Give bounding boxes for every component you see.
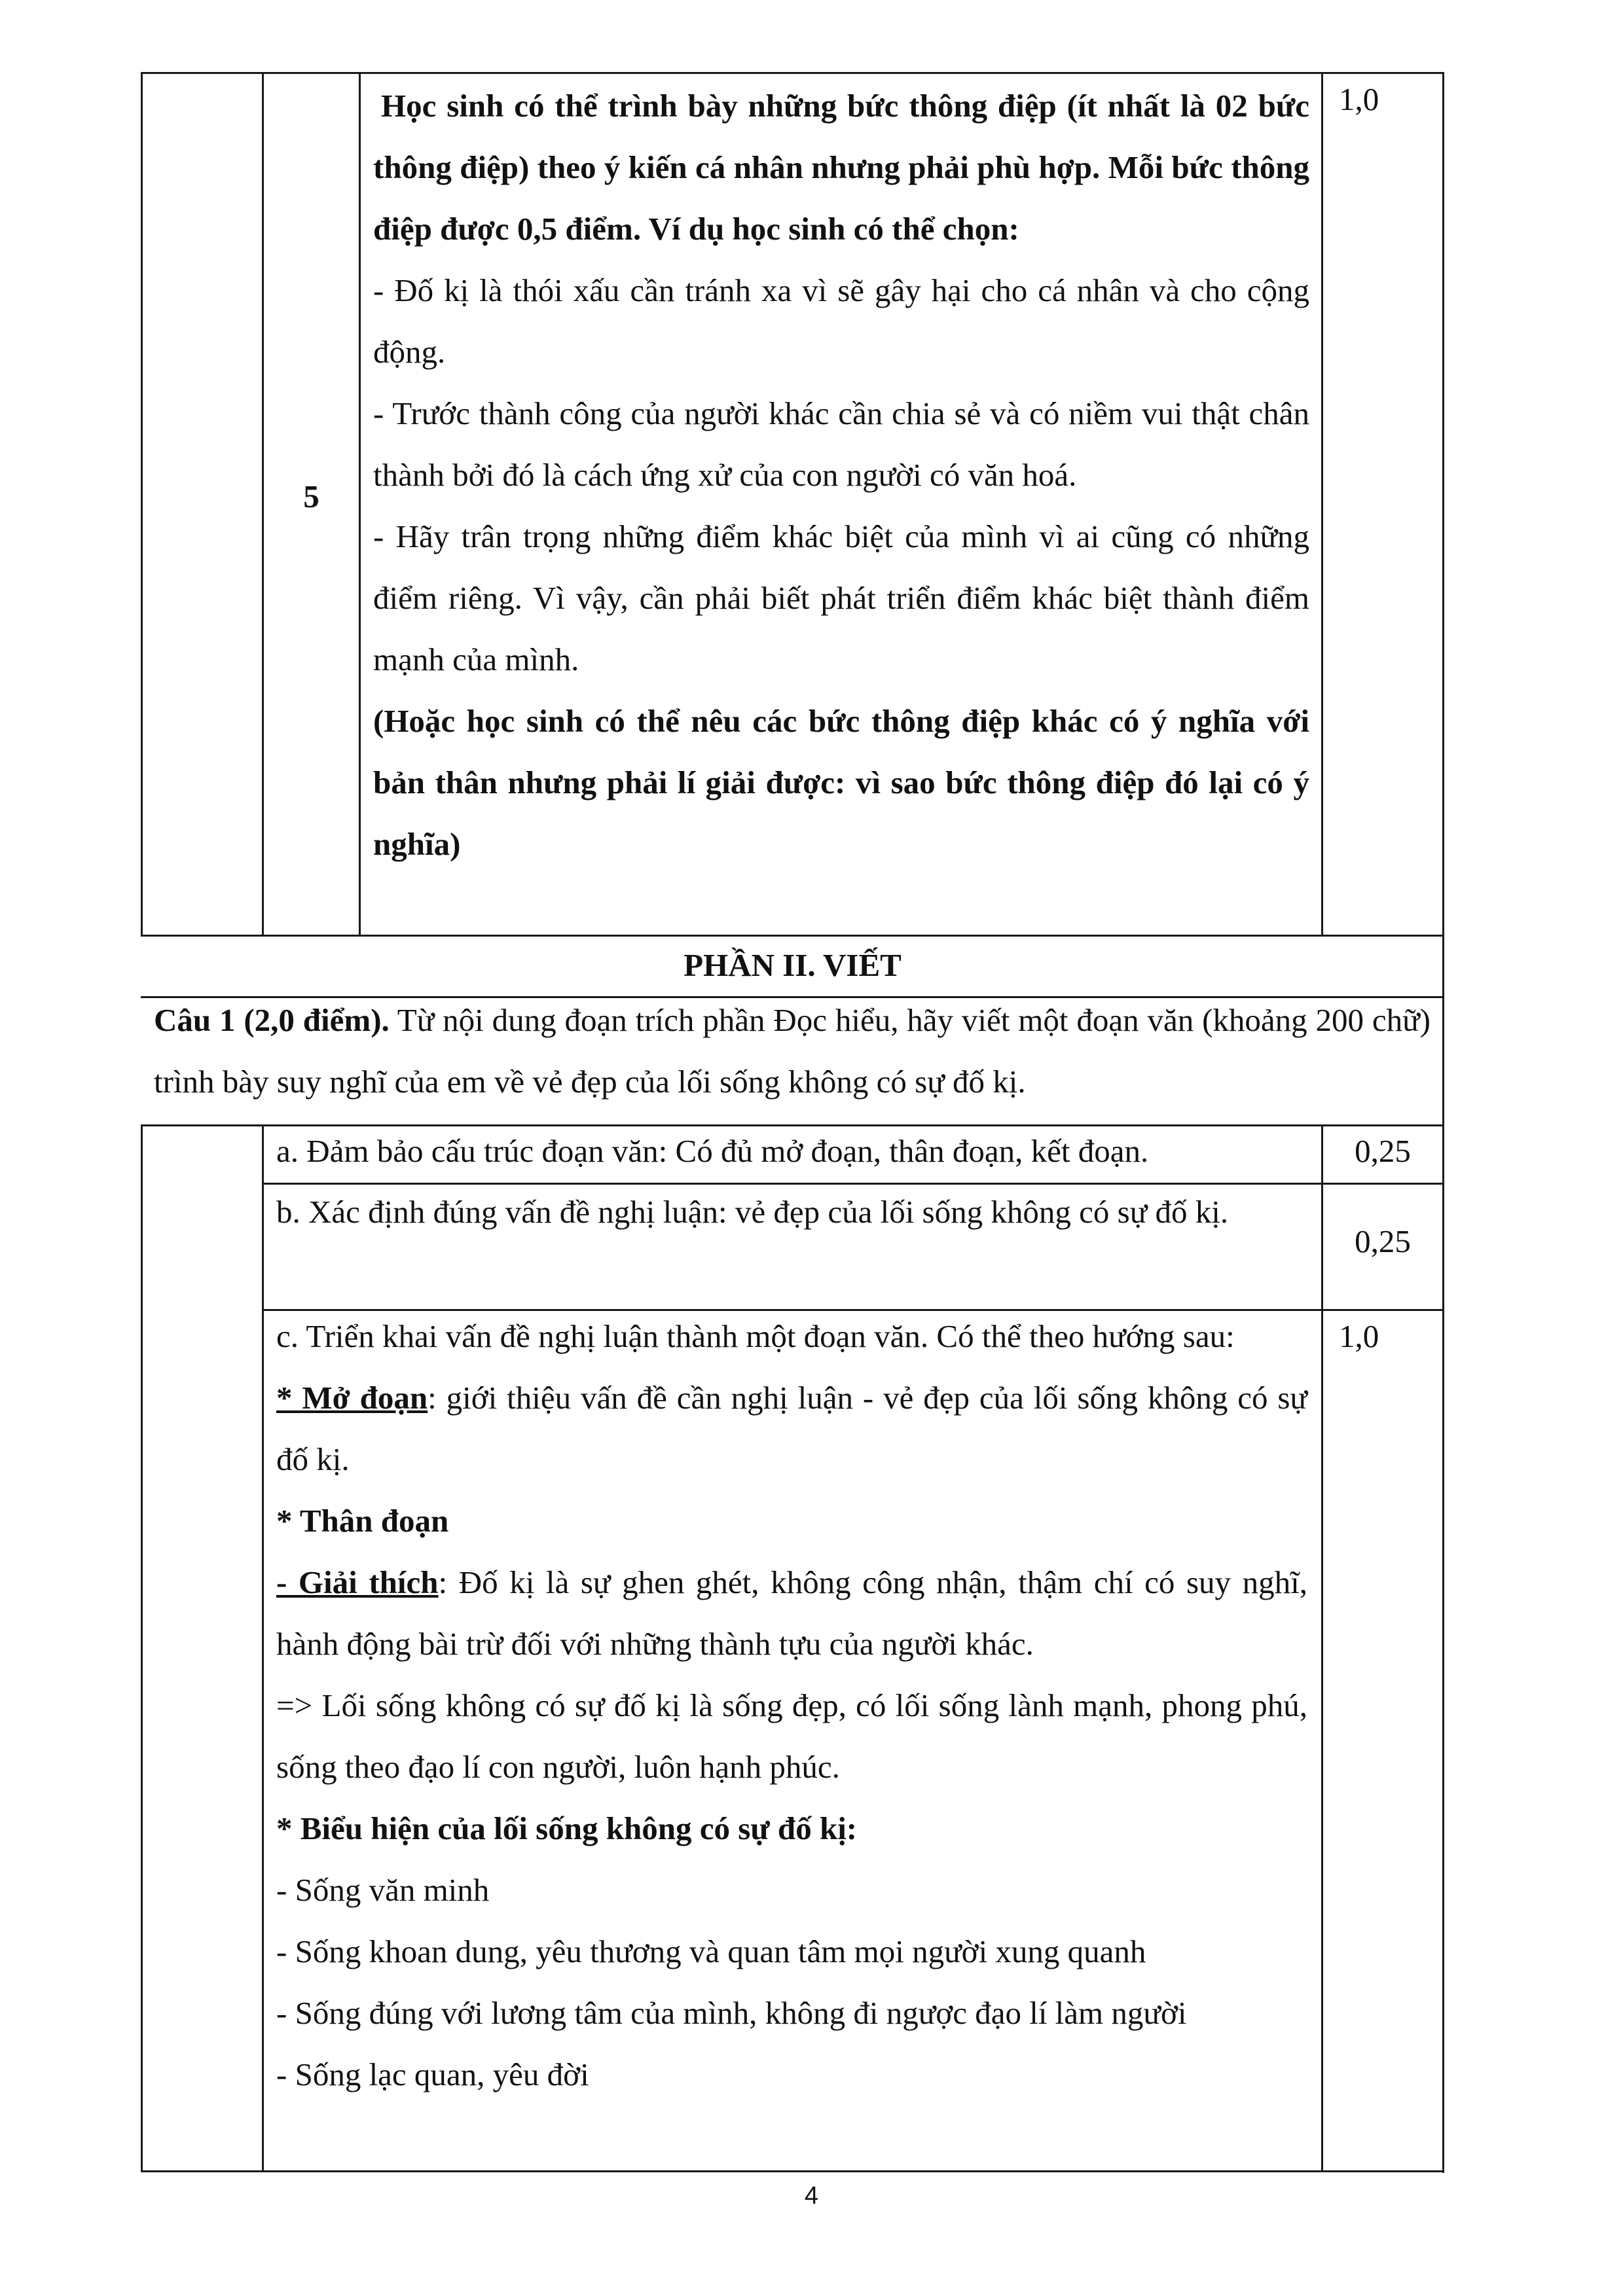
bieu-hien-item: - Sống khoan dung, yêu thương và quan tâm mọi người xung quanh: [276, 1933, 1146, 1969]
question5-score: 1,0: [1339, 81, 1379, 117]
rule-bottom: [141, 2170, 1444, 2172]
criterion-a: a. Đảm bảo cấu trúc đoạn văn: Có đủ mở đoạn, thân đoạn, kết đoạn.: [276, 1133, 1149, 1169]
question5-note: (Hoặc học sinh có thể nêu các bức thông điệp khác có ý nghĩa với bản thân nhưng phải lí giải được: vì sao bức thông điệp đó lại có ý nghĩa): [373, 703, 1309, 862]
bieu-hien-item: - Sống đúng với lương tâm của mình, không đi ngược đạo lí làm người: [276, 1995, 1187, 2031]
bieu-hien-item: - Sống văn minh: [276, 1872, 490, 1908]
part2-heading: PHẦN II. VIẾT: [684, 947, 902, 983]
rule-rubric-col-content: [262, 1124, 264, 2172]
bieu-hien-label: * Biểu hiện của lối sống không có sự đố kị:: [276, 1810, 858, 1846]
question1-label: Câu 1 (2,0 điểm).: [154, 1002, 390, 1038]
criterion-a-score: 0,25: [1355, 1133, 1411, 1169]
rule-top: [141, 72, 1444, 74]
mo-doan-text: : giới thiệu vấn đề cần nghị luận - vẻ đẹp của lối sống không có sự đố kị.: [276, 1380, 1307, 1477]
rule-col-content: [359, 72, 361, 936]
giai-thich-text: : Đố kị là sự ghen ghét, không công nhận, thậm chí có suy nghĩ, hành động bài trừ đối với những thành tựu của người khác.: [276, 1564, 1308, 1662]
question5-item: - Hãy trân trọng những điểm khác biệt của mình vì ai cũng có những điểm riêng. Vì vậy, cần phải biết phát triển điểm khác biệt thành điểm mạnh của mình.: [373, 518, 1309, 677]
rule-col-score: [1321, 72, 1323, 936]
question5-intro: Học sinh có thể trình bày những bức thông điệp (ít nhất là 02 bức thông điệp) theo ý kiến cá nhân nhưng phải phù hợp. Mỗi bức thông điệp được 0,5 điểm. Ví dụ học sinh có thể chọn:: [373, 88, 1309, 247]
question-number: 5: [303, 478, 319, 514]
mo-doan-label: * Mở đoạn: [276, 1380, 428, 1416]
rule-rubric-left-outer: [141, 1124, 143, 2172]
question5-item: - Đố kị là thói xấu cần tránh xa vì sẽ gây hại cho cá nhân và cho cộng động.: [373, 272, 1309, 370]
page-number: 4: [804, 2182, 819, 2210]
criterion-b: b. Xác định đúng vấn đề nghị luận: vẻ đẹp của lối sống không có sự đố kị.: [276, 1194, 1229, 1230]
question1-prompt: [154, 990, 1431, 1113]
question5-item: - Trước thành công của người khác cần chia sẻ và có niềm vui thật chân thành bởi đó là cách ứng xử của con người có văn hoá.: [373, 395, 1309, 493]
criterion-c-score: 1,0: [1339, 1318, 1379, 1354]
rule-rubric-col-score: [1321, 1124, 1323, 2172]
criterion-c: [276, 1306, 1307, 2106]
criterion-b-score: 0,25: [1355, 1223, 1411, 1259]
conclusion-text: => Lối sống không có sự đố kị là sống đẹp, có lối sống lành mạnh, phong phú, sống theo đạo lí con người, luôn hạnh phúc.: [276, 1687, 1307, 1785]
rule-right-outer: [1442, 72, 1444, 2173]
question1-text: Từ nội dung đoạn trích phần Đọc hiểu, hãy viết một đoạn văn (khoảng 200 chữ) trình bày suy nghĩ của em về vẻ đẹp của lối sống không có sự đố kị.: [154, 1002, 1431, 1100]
rule-left-outer: [141, 72, 143, 936]
than-doan-label: * Thân đoạn: [276, 1503, 449, 1539]
bieu-hien-item: - Sống lạc quan, yêu đời: [276, 2056, 589, 2092]
question5-answer: [373, 75, 1309, 875]
criterion-c-intro: c. Triển khai vấn đề nghị luận thành một đoạn văn. Có thể theo hướng sau:: [276, 1318, 1235, 1354]
giai-thich-label: - Giải thích: [276, 1564, 439, 1600]
